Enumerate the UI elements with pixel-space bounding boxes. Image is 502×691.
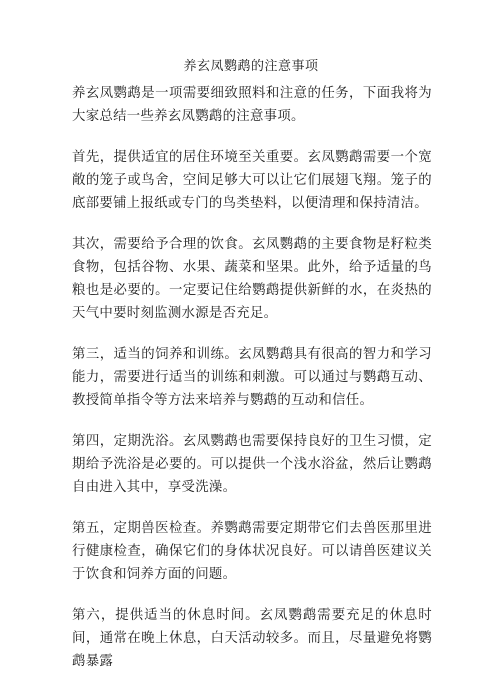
paragraph-intro: 养玄凤鹦鹉是一项需要细致照料和注意的任务，下面我将为大家总结一些养玄凤鹦鹉的注意事项。 bbox=[72, 86, 432, 124]
paragraph-vet-checkup: 第五，定期兽医检查。养鹦鹉需要定期带它们去兽医那里进行健康检查，确保它们的身体状况良好。可以请兽医建议关于饮食和饲养方面的问题。 bbox=[72, 521, 432, 582]
document-body bbox=[72, 82, 432, 691]
paragraph-environment: 首先，提供适宜的居住环境至关重要。玄凤鹦鹉需要一个宽敞的笼子或鸟舍，空间足够大可以让它们展翅飞翔。笼子的底部要铺上报纸或专门的鸟类垫料，以便清理和保持清洁。 bbox=[72, 150, 432, 211]
paragraph-rest: 第六，提供适当的休息时间。玄凤鹦鹉需要充足的休息时间，通常在晚上休息，白天活动较多。而且，尽量避免将鹦鹉暴露 bbox=[72, 608, 432, 669]
paragraph-training: 第三，适当的饲养和训练。玄凤鹦鹉具有很高的智力和学习能力，需要进行适当的训练和刺激。可以通过与鹦鹉互动、教授简单指令等方法来培养与鹦鹉的互动和信任。 bbox=[72, 347, 432, 408]
paragraph-bathing: 第四，定期洗浴。玄凤鹦鹉也需要保持良好的卫生习惯，定期给予洗浴是必要的。可以提供一个浅水浴盆，然后让鹦鹉自由进入其中，享受洗澡。 bbox=[72, 434, 432, 495]
paragraph-diet: 其次，需要给予合理的饮食。玄凤鹦鹉的主要食物是籽粒类食物，包括谷物、水果、蔬菜和坚果。此外，给予适量的鸟粮也是必要的。一定要记住给鹦鹉提供新鲜的水，在炎热的天气中要时刻监测水源是否充足。 bbox=[72, 237, 432, 321]
document-title: 养玄凤鹦鹉的注意事项 bbox=[183, 59, 319, 74]
